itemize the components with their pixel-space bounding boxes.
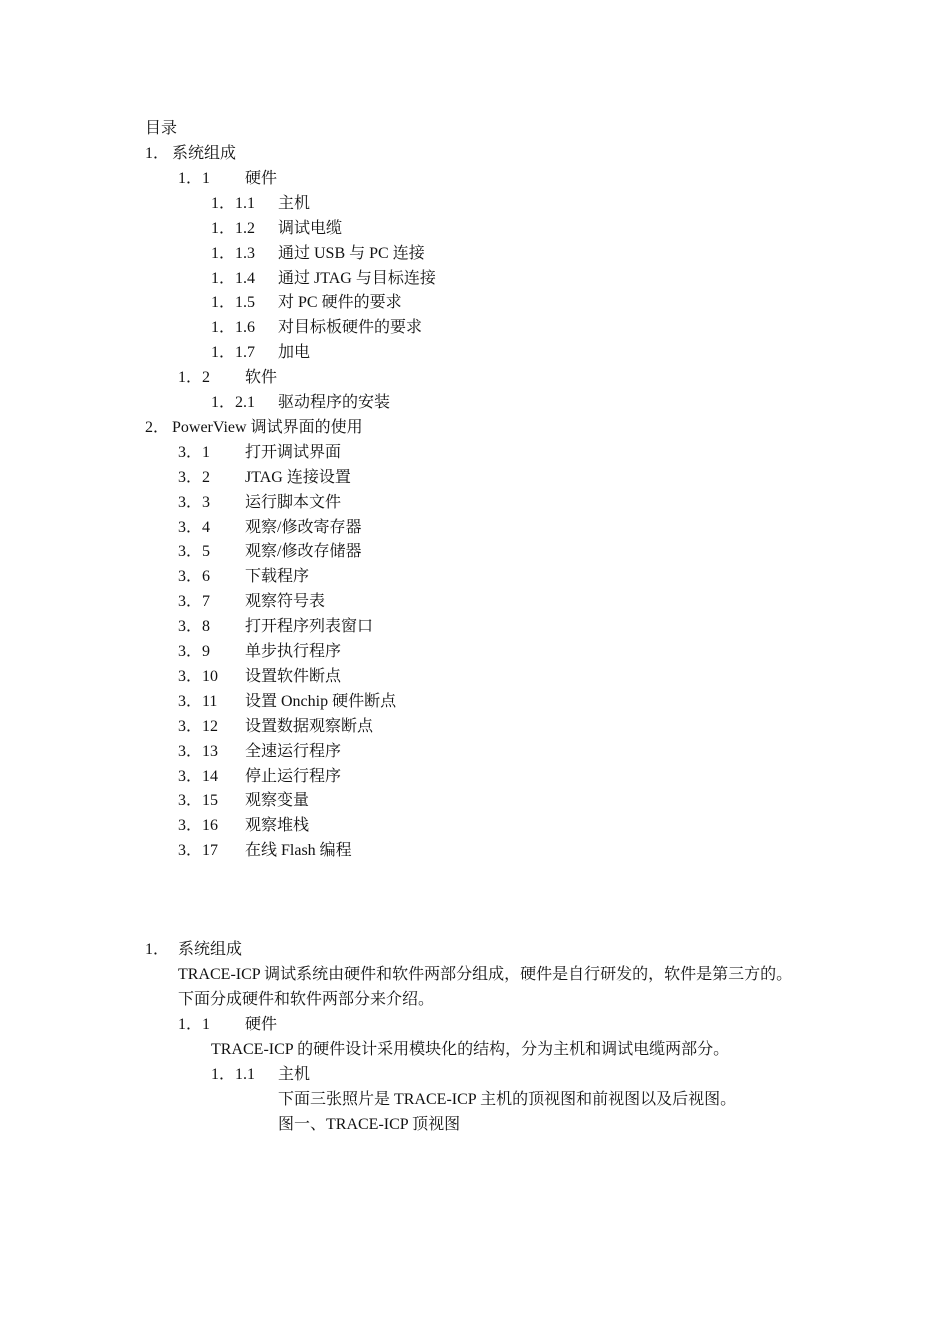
- toc-entry-number: 1．2: [178, 369, 211, 386]
- toc-entry-number: 3．2: [178, 469, 211, 486]
- toc-entry-title: 对 PC 硬件的要求: [278, 294, 402, 311]
- toc-entry-number: 1．1.1: [211, 195, 256, 212]
- toc-entry-number: 3．10: [178, 668, 219, 685]
- toc-entry-title: 加电: [278, 344, 311, 361]
- toc-entry-number: 3．3: [178, 494, 211, 511]
- toc-entry-number: 3．14: [178, 768, 219, 785]
- toc-entry-number: 3．9: [178, 643, 211, 660]
- toc-entry-number: 1．2.1: [211, 394, 256, 411]
- toc-entry-title: 设置软件断点: [245, 668, 342, 685]
- toc-entry-title: 设置 Onchip 硬件断点: [245, 693, 397, 710]
- section-title: 系统组成: [178, 941, 243, 958]
- toc-entry-title: 观察变量: [245, 792, 310, 809]
- toc-entry-number: 2．: [145, 419, 170, 436]
- toc-entry-title: 观察符号表: [245, 593, 326, 610]
- section-number: 1．: [145, 941, 170, 958]
- toc-entry-number: 3．17: [178, 842, 219, 859]
- toc-entry-title: 系统组成: [172, 145, 237, 162]
- section-number: 1．1: [178, 1016, 211, 1033]
- toc-entry-title: 下载程序: [245, 568, 310, 585]
- toc-entry-number: 1．: [145, 145, 170, 162]
- toc-entry-title: 通过 JTAG 与目标连接: [278, 270, 436, 287]
- toc-entry-number: 3．13: [178, 743, 219, 760]
- toc-entry-title: 驱动程序的安装: [278, 394, 391, 411]
- toc-entry-title: JTAG 连接设置: [245, 469, 351, 486]
- toc-entry-title: 设置数据观察断点: [245, 718, 374, 735]
- section-title: 硬件: [245, 1016, 278, 1033]
- toc-entry-title: 全速运行程序: [245, 743, 342, 760]
- toc-entry-number: 3．11: [178, 693, 218, 710]
- toc-entry-number: 3．5: [178, 543, 211, 560]
- toc-entry-title: 打开调试界面: [245, 444, 342, 461]
- toc-entry-title: 对目标板硬件的要求: [278, 319, 423, 336]
- toc-entry-number: 1．1.2: [211, 220, 256, 237]
- toc-entry-title: 硬件: [245, 170, 278, 187]
- toc-entry-title: 单步执行程序: [245, 643, 342, 660]
- toc-entry-title: 停止运行程序: [245, 768, 342, 785]
- toc-entry-number: 3．7: [178, 593, 211, 610]
- toc-entry-number: 3．8: [178, 618, 211, 635]
- toc-entry-title: 调试电缆: [278, 220, 343, 237]
- toc-entry-number: 1．1.5: [211, 294, 256, 311]
- section-number: 1．1.1: [211, 1066, 256, 1083]
- toc-entry-title: 主机: [278, 195, 311, 212]
- toc-entry-title: 软件: [245, 369, 278, 386]
- toc-entry-number: 1．1.7: [211, 344, 256, 361]
- toc-entry-number: 1．1.3: [211, 245, 256, 262]
- toc-entry-title: 观察/修改寄存器: [245, 519, 362, 536]
- toc-entry-number: 3．15: [178, 792, 219, 809]
- toc-entry-number: 3．16: [178, 817, 219, 834]
- toc-entry-title: 通过 USB 与 PC 连接: [278, 245, 425, 262]
- section-title: 主机: [278, 1066, 311, 1083]
- toc-entry-title: 观察堆栈: [245, 817, 310, 834]
- toc-entry-title: 在线 Flash 编程: [245, 842, 352, 859]
- toc-entry-title: 运行脚本文件: [245, 494, 342, 511]
- toc-entry-number: 3．6: [178, 568, 211, 585]
- toc-entry-number: 1．1: [178, 170, 211, 187]
- toc-entry-number: 1．1.6: [211, 319, 256, 336]
- toc-entry-title: 观察/修改存储器: [245, 543, 362, 560]
- toc-entry-title: 打开程序列表窗口: [245, 618, 374, 635]
- toc-entry-title: PowerView 调试界面的使用: [172, 419, 363, 436]
- toc-entry-number: 1．1.4: [211, 270, 256, 287]
- toc-entry-number: 3．12: [178, 718, 219, 735]
- toc-entry-number: 3．4: [178, 519, 211, 536]
- toc-entry-number: 3．1: [178, 444, 211, 461]
